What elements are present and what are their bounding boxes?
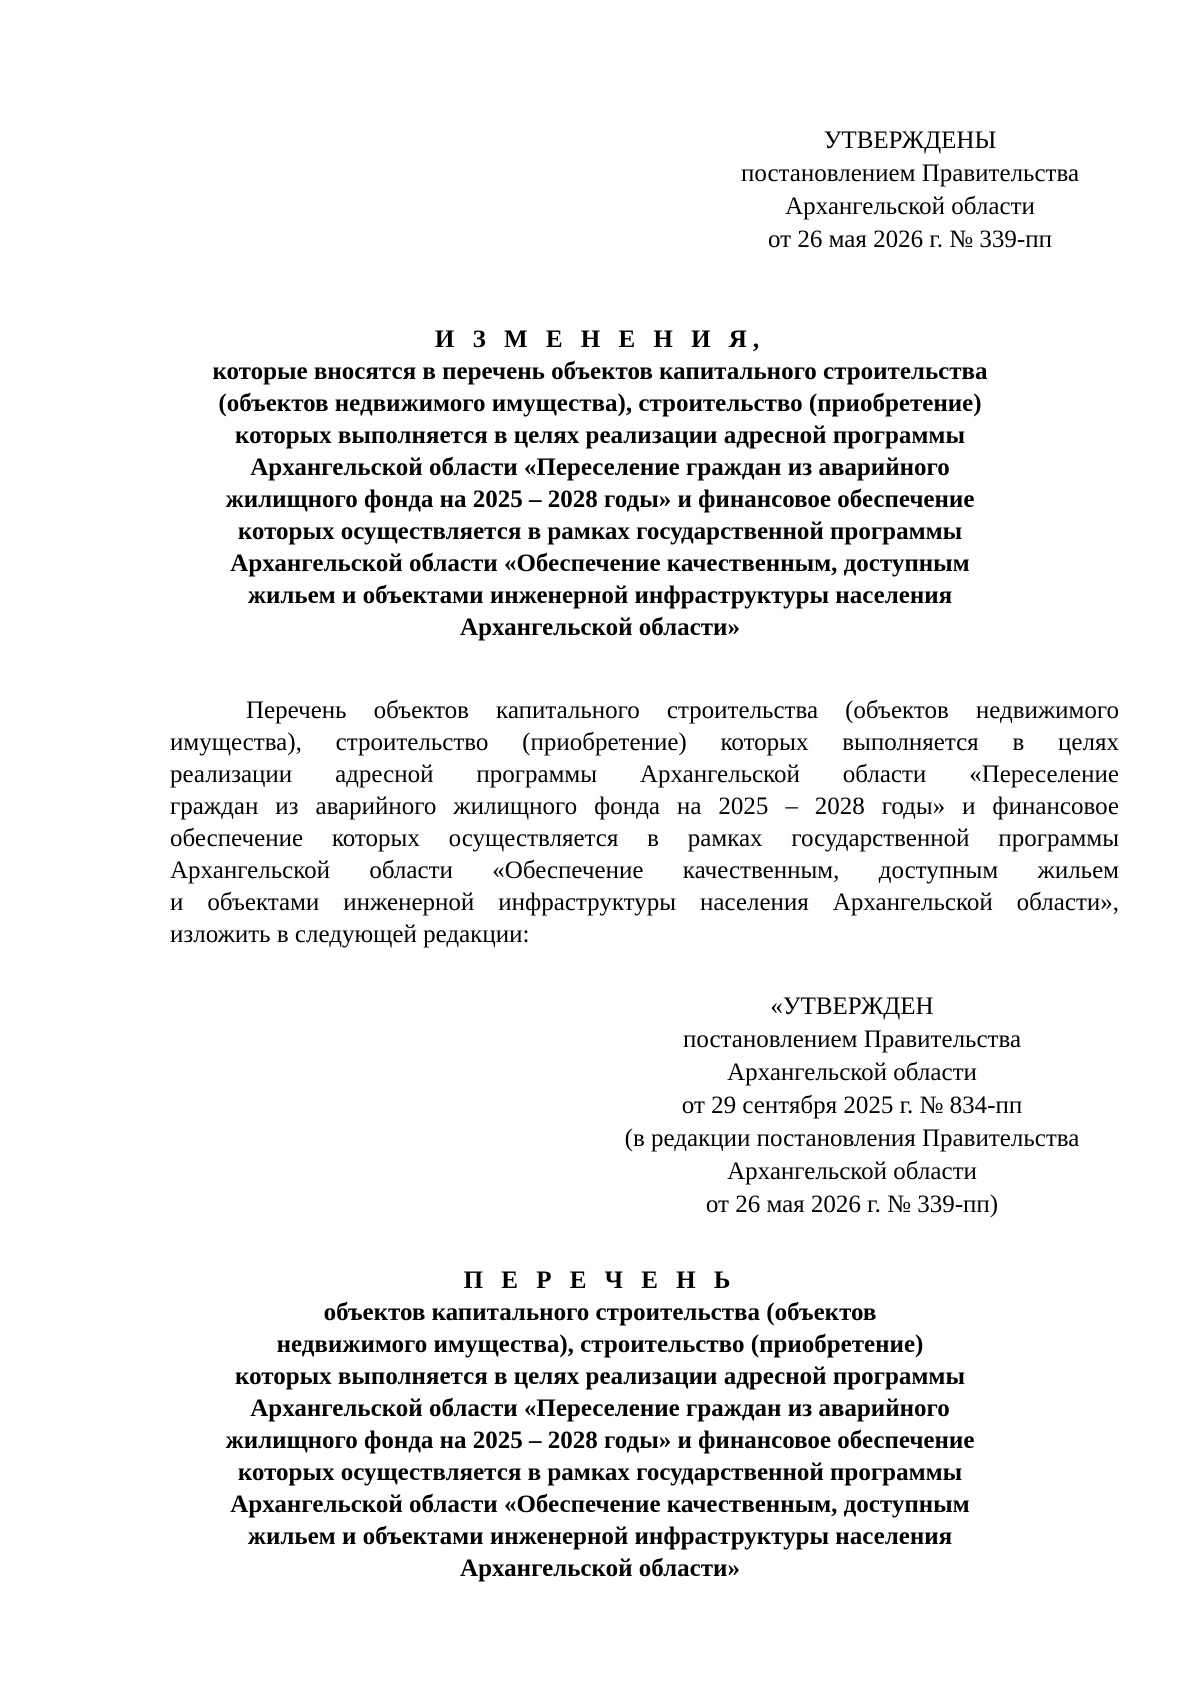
approval-top-line-2: постановлением Правительства: [740, 160, 1080, 187]
list-heading-line-9: Архангельской области»: [460, 1555, 740, 1582]
body-paragraph: [170, 695, 1119, 951]
changes-heading-line-6: которых осуществляется в рамках государственной программы: [237, 518, 963, 545]
list-heading-line-8: жильем и объектами инженерной инфраструктуры населения: [247, 1523, 953, 1550]
changes-heading-line-2: (объектов недвижимого имущества), строительство (приобретение): [218, 390, 982, 417]
approval-inner-line-4: от 29 сентября 2025 г. № 834-пп: [681, 1092, 1023, 1119]
body-line-3: реализации адресной программы Архангельской области «Переселение: [170, 761, 1119, 788]
changes-heading-line-3: которых выполняется в целях реализации адресной программы: [235, 422, 965, 449]
changes-heading-line-8: жильем и объектами инженерной инфраструктуры населения: [247, 582, 953, 609]
changes-heading-line-7: Архангельской области «Обеспечение качественным, доступным: [230, 550, 970, 577]
body-line-8: изложить в следующей редакции:: [170, 921, 530, 948]
approval-top-line-1: УТВЕРЖДЕНЫ: [823, 127, 997, 154]
list-heading-line-4: Архангельской области «Переселение граждан из аварийного: [250, 1395, 950, 1422]
body-line-1: Перечень объектов капитального строительства (объектов недвижимого: [246, 697, 1119, 724]
changes-heading-line-1: которые вносятся в перечень объектов капитального строительства: [212, 358, 988, 385]
approval-inner-line-5: (в редакции постановления Правительства: [624, 1125, 1080, 1152]
body-line-4: граждан из аварийного жилищного фонда на 2025 – 2028 годы» и финансовое: [170, 793, 1119, 820]
changes-heading-line-5: жилищного фонда на 2025 – 2028 годы» и финансовое обеспечение: [225, 486, 975, 513]
changes-heading-title: И З М Е Н Е Н И Я,: [434, 326, 766, 353]
approval-inner-line-2: постановлением Правительства: [682, 1026, 1022, 1053]
body-line-2: имущества), строительство (приобретение) которых выполняется в целях: [170, 729, 1119, 756]
approval-top-line-3: Архангельской области: [785, 193, 1035, 220]
approval-stamp-top: [700, 124, 1120, 256]
list-heading-line-3: которых выполняется в целях реализации адресной программы: [235, 1363, 965, 1390]
changes-heading: [150, 324, 1050, 644]
changes-heading-line-4: Архангельской области «Переселение граждан из аварийного: [250, 454, 950, 481]
body-line-6: Архангельской области «Обеспечение качественным, доступным жильем: [170, 857, 1119, 884]
list-heading-line-6: которых осуществляется в рамках государственной программы: [237, 1459, 963, 1486]
list-heading-line-5: жилищного фонда на 2025 – 2028 годы» и финансовое обеспечение: [225, 1427, 975, 1454]
list-heading-title: П Е Р Е Ч Е Н Ь: [463, 1267, 737, 1294]
list-heading-line-2: недвижимого имущества), строительство (приобретение): [276, 1331, 924, 1358]
body-line-5: обеспечение которых осуществляется в рамках государственной программы: [170, 825, 1119, 852]
approval-stamp-inner: [588, 990, 1116, 1221]
list-heading-line-1: объектов капитального строительства (объектов: [323, 1299, 877, 1326]
list-heading: [150, 1265, 1050, 1585]
approval-inner-line-7: от 26 мая 2026 г. № 339-пп): [705, 1191, 999, 1218]
approval-inner-line-6: Архангельской области: [727, 1158, 977, 1185]
approval-inner-line-3: Архангельской области: [727, 1059, 977, 1086]
changes-heading-line-9: Архангельской области»: [460, 614, 740, 641]
list-heading-line-7: Архангельской области «Обеспечение качественным, доступным: [230, 1491, 970, 1518]
approval-top-line-4: от 26 мая 2026 г. № 339-пп: [768, 226, 1052, 253]
body-line-7: и объектами инженерной инфраструктуры населения Архангельской области»,: [170, 889, 1119, 916]
approval-inner-line-1: «УТВЕРЖДЕН: [770, 993, 934, 1020]
